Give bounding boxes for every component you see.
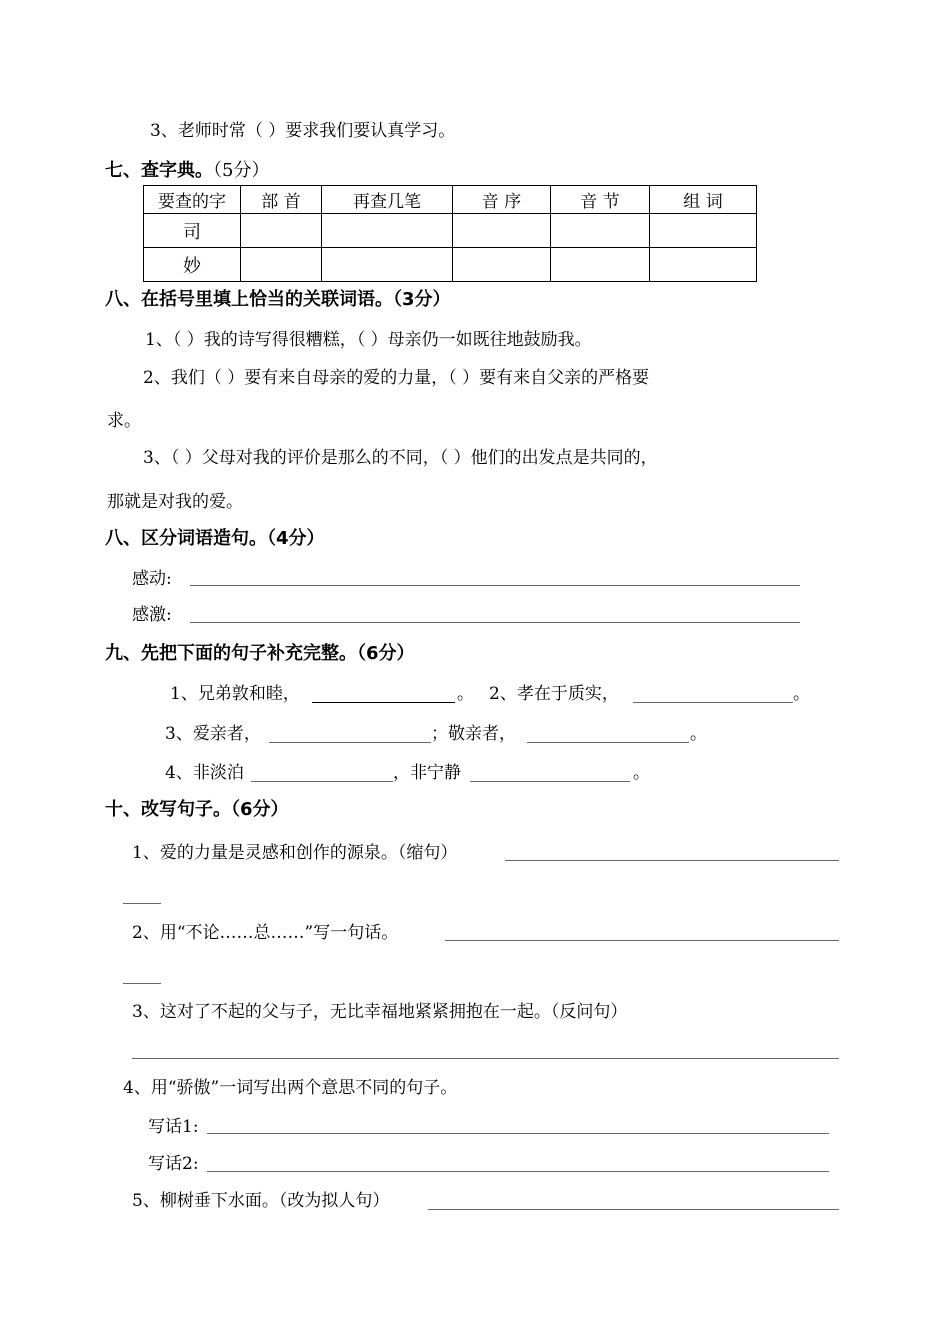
s8-item1: 1、（ ）我的诗写得很糟糕，（ ）母亲仍一如既往地鼓励我。 [145,330,592,350]
word-ganji-label: 感激: [132,605,172,625]
answer-line[interactable] [123,983,161,984]
section10-title: 十、改写句子。 [105,799,231,820]
section10-heading [105,799,289,821]
answer-cell[interactable] [241,248,322,282]
s10-item4-label1: 写话1: [148,1117,199,1137]
s9-item4-text: 4、非淡泊 [165,763,244,783]
header-cell: 音 序 [453,186,551,214]
section9-points: （6分） [357,643,415,664]
answer-cell[interactable] [453,214,551,248]
s9-item3-text: 3、爱亲者， [165,724,261,744]
section10-points: （6分） [231,799,289,820]
answer-cell[interactable] [241,214,322,248]
s9-item2-end: 。 [793,684,810,704]
s9-item2-text: 2、孝在于质实， [489,684,619,704]
answer-line[interactable] [505,860,839,861]
s8-item3: 3、（ ）父母对我的评价是那么的不同，（ ）他们的出发点是共同的， [143,448,658,468]
section7-title: 七、查字典。 [105,160,213,181]
char-cell: 司 [144,214,241,248]
section7-points: （5分） [213,160,270,181]
section8b-points: （4分） [267,528,325,549]
s10-item1: 1、爱的力量是灵感和创作的源泉。（缩句） [132,843,458,863]
s9-item1-end: 。 [457,684,474,704]
dictionary-row [144,248,757,282]
section8-title: 八、在括号里填上恰当的关联词语。 [105,289,393,310]
s6-item3: 3、老师时常（ ）要求我们要认真学习。 [150,121,456,141]
answer-cell[interactable] [650,214,757,248]
section9-title: 九、先把下面的句子补充完整。 [105,643,357,664]
answer-cell[interactable] [322,248,453,282]
blank-line[interactable] [470,781,630,782]
blank-line[interactable] [312,702,455,703]
s10-item4: 4、用“骄傲”一词写出两个意思不同的句子。 [123,1078,458,1098]
answer-line[interactable] [207,1171,829,1172]
char-cell: 妙 [144,248,241,282]
blank-line[interactable] [251,781,393,782]
section9-heading [105,643,415,665]
section7-heading [105,160,269,182]
s9-item1-text: 1、兄弟敦和睦， [170,684,300,704]
blank-line[interactable] [633,702,793,703]
section8b-heading [105,528,325,550]
sentence-line[interactable] [190,622,800,623]
s9-item4-end: 。 [633,763,650,783]
answer-cell[interactable] [650,248,757,282]
s9-item3-mid: ；敬亲者， [431,724,516,744]
header-cell: 音 节 [551,186,650,214]
header-cell: 组 词 [650,186,757,214]
answer-line[interactable] [207,1133,829,1134]
s8-item2-cont: 求。 [107,411,141,431]
sentence-line[interactable] [190,585,800,586]
s9-item4-mid: ，非宁静 [393,763,461,783]
answer-cell[interactable] [551,214,650,248]
answer-cell[interactable] [551,248,650,282]
header-cell: 要查的字 [144,186,241,214]
s10-item3: 3、这对了不起的父与子，无比幸福地紧紧拥抱在一起。（反问句） [132,1002,628,1022]
header-cell: 部 首 [241,186,322,214]
answer-line[interactable] [123,903,161,904]
answer-line[interactable] [445,940,839,941]
dictionary-table [143,185,757,282]
answer-line[interactable] [132,1058,839,1059]
s10-item4-label2: 写话2: [148,1154,199,1174]
s9-item3-end: 。 [690,724,707,744]
s10-item2: 2、用“不论……总……”写一句话。 [132,923,399,943]
s8-item2: 2、我们（ ）要有来自母亲的爱的力量，（ ）要有来自父亲的严格要 [143,368,650,388]
section8-points: （3分） [393,289,451,310]
section8-heading [105,289,451,311]
s10-item5: 5、柳树垂下水面。（改为拟人句） [132,1191,390,1211]
answer-line[interactable] [428,1209,839,1210]
dictionary-row [144,214,757,248]
dictionary-header-row [144,186,757,214]
answer-cell[interactable] [453,248,551,282]
section8b-title: 八、区分词语造句。 [105,528,267,549]
blank-line[interactable] [527,742,689,743]
blank-line[interactable] [269,742,431,743]
answer-cell[interactable] [322,214,453,248]
s8-item3-cont: 那就是对我的爱。 [107,492,243,512]
header-cell: 再查几笔 [322,186,453,214]
word-gandong-label: 感动: [132,569,172,589]
